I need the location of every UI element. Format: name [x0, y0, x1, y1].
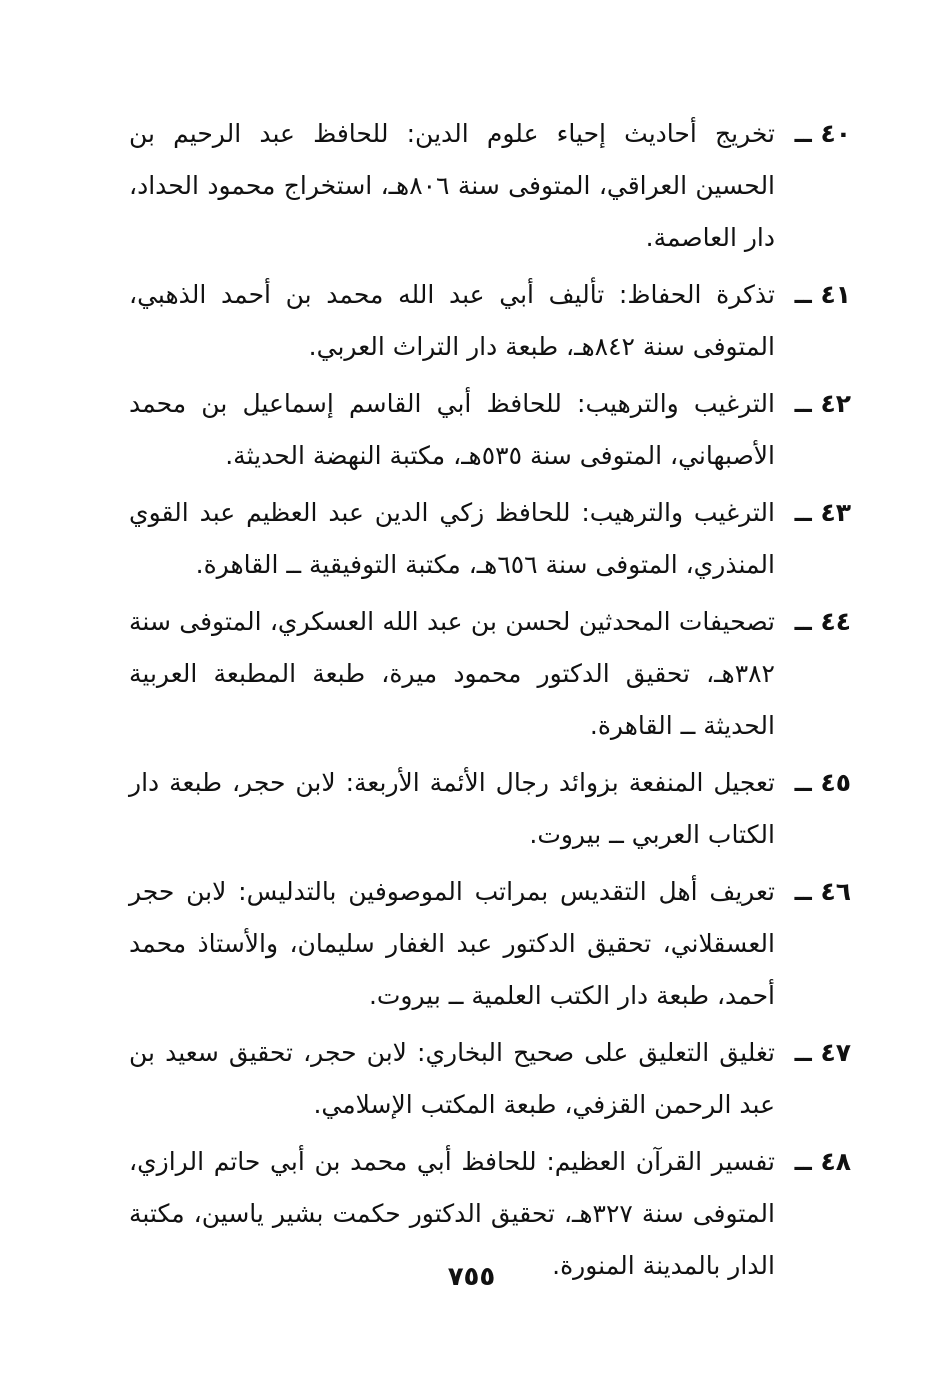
- entry-text: تصحيفات المحدثين لحسن بن عبد الله العسكري، المتوفى سنة ٣٨٢هـ، تحقيق الدكتور محمود ميرة، طبعة المطبعة العربية الحديثة ــ القاهرة.: [129, 607, 775, 740]
- bibliography-entry-40: [129, 108, 851, 264]
- entry-text: تعجيل المنفعة بزوائد رجال الأئمة الأربعة: لابن حجر، طبعة دار الكتاب العربي ــ بيروت.: [129, 768, 775, 849]
- bibliography-entry-41: [129, 269, 851, 373]
- bibliography-entry-47: [129, 1027, 851, 1131]
- entry-number: ٤٥ ــ: [794, 768, 851, 797]
- bibliography-list: [129, 108, 851, 1297]
- entry-number: ٤٤ ــ: [794, 607, 851, 636]
- entry-number: ٤٠ ــ: [794, 119, 851, 148]
- entry-text: تفسير القرآن العظيم: للحافظ أبي محمد بن أبي حاتم الرازي، المتوفى سنة ٣٢٧هـ، تحقيق الدكتور حكمت بشير ياسين، مكتبة الدار بالمدينة المنورة.: [129, 1147, 775, 1280]
- entry-number: ٤١ ــ: [794, 280, 851, 309]
- entry-number: ٤٢ ــ: [794, 389, 851, 418]
- bibliography-entry-43: [129, 487, 851, 591]
- entry-number: ٤٦ ــ: [794, 877, 851, 906]
- entry-text: الترغيب والترهيب: للحافظ زكي الدين عبد العظيم عبد القوي المنذري، المتوفى سنة ٦٥٦هـ، مكتبة التوفيقية ــ القاهرة.: [129, 498, 775, 579]
- entry-number: ٤٣ ــ: [794, 498, 851, 527]
- entry-text: تخريج أحاديث إحياء علوم الدين: للحافظ عبد الرحيم بن الحسين العراقي، المتوفى سنة ٨٠٦هـ، استخراج محمود الحداد، دار العاصمة.: [129, 119, 776, 252]
- entry-number: ٤٨ ــ: [794, 1147, 851, 1176]
- entry-text: الترغيب والترهيب: للحافظ أبي القاسم إسماعيل بن محمد الأصبهاني، المتوفى سنة ٥٣٥هـ، مكتبة النهضة الحديثة.: [129, 389, 775, 470]
- page-number: ٧٥٥: [447, 1262, 496, 1292]
- entry-number: ٤٧ ــ: [794, 1038, 851, 1067]
- bibliography-entry-42: [129, 378, 851, 482]
- entry-text: تغليق التعليق على صحيح البخاري: لابن حجر، تحقيق سعيد بن عبد الرحمن القزفي، طبعة المكتب الإسلامي.: [129, 1038, 775, 1119]
- entry-text: تذكرة الحفاظ: تأليف أبي عبد الله محمد بن أحمد الذهبي، المتوفى سنة ٨٤٢هـ، طبعة دار التراث العربي.: [129, 280, 775, 361]
- bibliography-entry-46: [129, 866, 851, 1022]
- bibliography-entry-44: [129, 596, 851, 752]
- entry-text: تعريف أهل التقديس بمراتب الموصوفين بالتدليس: لابن حجر العسقلاني، تحقيق الدكتور عبد الغفار سليمان، والأستاذ محمد أحمد، طبعة دار الكتب العلمية ــ بيروت.: [129, 877, 775, 1010]
- bibliography-entry-45: [129, 757, 851, 861]
